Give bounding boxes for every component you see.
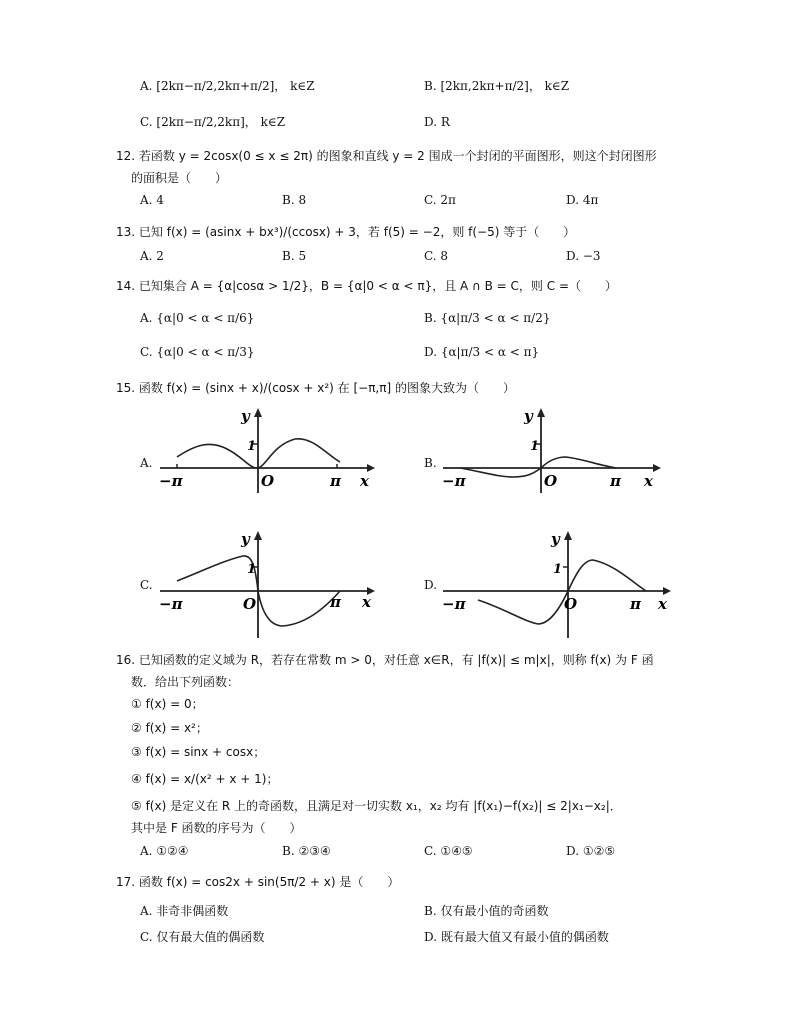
tick-label-one: 1 xyxy=(553,562,563,577)
x-axis-arrow xyxy=(653,464,661,472)
q12-option-d: D. 4π xyxy=(566,193,599,207)
q15-graph-b xyxy=(438,405,663,495)
q15-label-a: A. xyxy=(140,456,153,470)
tick-label-pi: π xyxy=(610,472,621,490)
q13-option-a: A. 2 xyxy=(140,249,164,263)
q15-stem: 15. 函数 f(x) = (sinx + x)/(cosx + x²) 在 [−π,π] 的图象大致为（ ） xyxy=(116,381,515,395)
tick-label-pi: π xyxy=(330,472,341,490)
tick-label-one: 1 xyxy=(530,439,540,454)
q14-stem: 14. 已知集合 A = {α|cosα > 1/2}，B = {α|0 < α < π}，且 A ∩ B = C，则 C =（ ） xyxy=(116,279,617,293)
axis-label-x: x xyxy=(362,593,371,611)
axis-label-x: x xyxy=(658,595,667,613)
tick-label-negpi: −π xyxy=(159,595,183,613)
q16-question: 其中是 F 函数的序号为（ ） xyxy=(131,821,302,835)
q13-option-c: C. 8 xyxy=(424,249,449,263)
origin-label: O xyxy=(261,472,275,490)
q11-option-c: C. [2kπ−π/2,2kπ]， k∈Z xyxy=(140,115,286,129)
q15-graph-c xyxy=(155,528,380,640)
tick-label-one: 1 xyxy=(247,562,257,577)
q13-stem: 13. 已知 f(x) = (asinx + bx³)/(ccosx) + 3，若 f(5) = −2，则 f(−5) 等于（ ） xyxy=(116,225,576,239)
q12-option-c: C. 2π xyxy=(424,193,456,207)
axis-label-y: y xyxy=(241,407,250,425)
axis-label-x: x xyxy=(644,472,653,490)
axis-label-y: y xyxy=(551,530,560,548)
q11-option-d: D. R xyxy=(424,115,450,129)
tick-label-pi: π xyxy=(330,593,341,611)
q14-option-b: B. {α|π/3 < α < π/2} xyxy=(424,311,551,325)
tick-label-negpi: −π xyxy=(442,595,466,613)
q11-option-b: B. [2kπ,2kπ+π/2]， k∈Z xyxy=(424,79,570,93)
x-axis-arrow xyxy=(367,464,375,472)
y-axis-arrow xyxy=(537,408,545,417)
tick-label-negpi: −π xyxy=(442,472,466,490)
q14-option-d: D. {α|π/3 < α < π} xyxy=(424,345,540,359)
tick-label-negpi: −π xyxy=(159,472,183,490)
q16-item-2: ② f(x) = x²； xyxy=(131,721,208,735)
y-axis-arrow xyxy=(254,531,262,540)
q16-option-d: D. ①②⑤ xyxy=(566,844,616,858)
q16-item-1: ① f(x) = 0； xyxy=(131,697,204,711)
tick-label-one: 1 xyxy=(247,439,257,454)
q16-item-3: ③ f(x) = sinx + cosx； xyxy=(131,745,266,759)
y-axis-arrow xyxy=(564,531,572,540)
q16-stem: 16. 已知函数的定义域为 R，若存在常数 m > 0，对任意 x∈R，有 |f(x)| ≤ m|x|，则称 f(x) 为 F 函 xyxy=(116,653,654,667)
q12-option-a: A. 4 xyxy=(140,193,164,207)
q16-stem-cont: 数．给出下列函数： xyxy=(131,675,240,689)
q16-option-c: C. ①④⑤ xyxy=(424,844,473,858)
q15-graph-a xyxy=(155,405,375,495)
y-axis-arrow xyxy=(254,408,262,417)
q13-option-b: B. 5 xyxy=(282,249,307,263)
curve xyxy=(460,457,616,477)
q14-option-c: C. {α|0 < α < π/3} xyxy=(140,345,255,359)
q11-option-a: A. [2kπ−π/2,2kπ+π/2]， k∈Z xyxy=(140,79,315,93)
q12-stem-cont: 的面积是（ ） xyxy=(131,171,228,185)
q16-item-5: ⑤ f(x) 是定义在 R 上的奇函数，且满足对一切实数 x₁，x₂ 均有 |f(x₁)−f(x₂)| ≤ 2|x₁−x₂|． xyxy=(131,799,622,813)
q12-option-b: B. 8 xyxy=(282,193,307,207)
origin-label: O xyxy=(564,595,578,613)
q13-option-d: D. −3 xyxy=(566,249,601,263)
q15-label-c: C. xyxy=(140,578,153,592)
q17-stem: 17. 函数 f(x) = cos2x + sin(5π/2 + x) 是（ ） xyxy=(116,875,400,889)
origin-label: O xyxy=(544,472,558,490)
q16-option-a: A. ①②④ xyxy=(140,844,189,858)
q16-item-4: ④ f(x) = x/(x² + x + 1)； xyxy=(131,772,279,786)
q17-option-d: D. 既有最大值又有最小值的偶函数 xyxy=(424,930,609,944)
q15-graph-d xyxy=(438,528,673,640)
axis-label-x: x xyxy=(360,472,369,490)
q16-option-b: B. ②③④ xyxy=(282,844,331,858)
q17-option-b: B. 仅有最小值的奇函数 xyxy=(424,904,549,918)
q14-option-a: A. {α|0 < α < π/6} xyxy=(140,311,255,325)
axis-label-y: y xyxy=(524,407,533,425)
tick-label-pi: π xyxy=(630,595,641,613)
q12-stem: 12. 若函数 y = 2cosx(0 ≤ x ≤ 2π) 的图象和直线 y = 2 围成一个封闭的平面图形，则这个封闭图形 xyxy=(116,149,657,163)
q17-option-a: A. 非奇非偶函数 xyxy=(140,904,229,918)
q15-label-d: D. xyxy=(424,578,438,592)
origin-label: O xyxy=(243,595,257,613)
x-axis-arrow xyxy=(663,587,671,595)
axis-label-y: y xyxy=(241,530,250,548)
q15-label-b: B. xyxy=(424,456,437,470)
q17-option-c: C. 仅有最大值的偶函数 xyxy=(140,930,265,944)
